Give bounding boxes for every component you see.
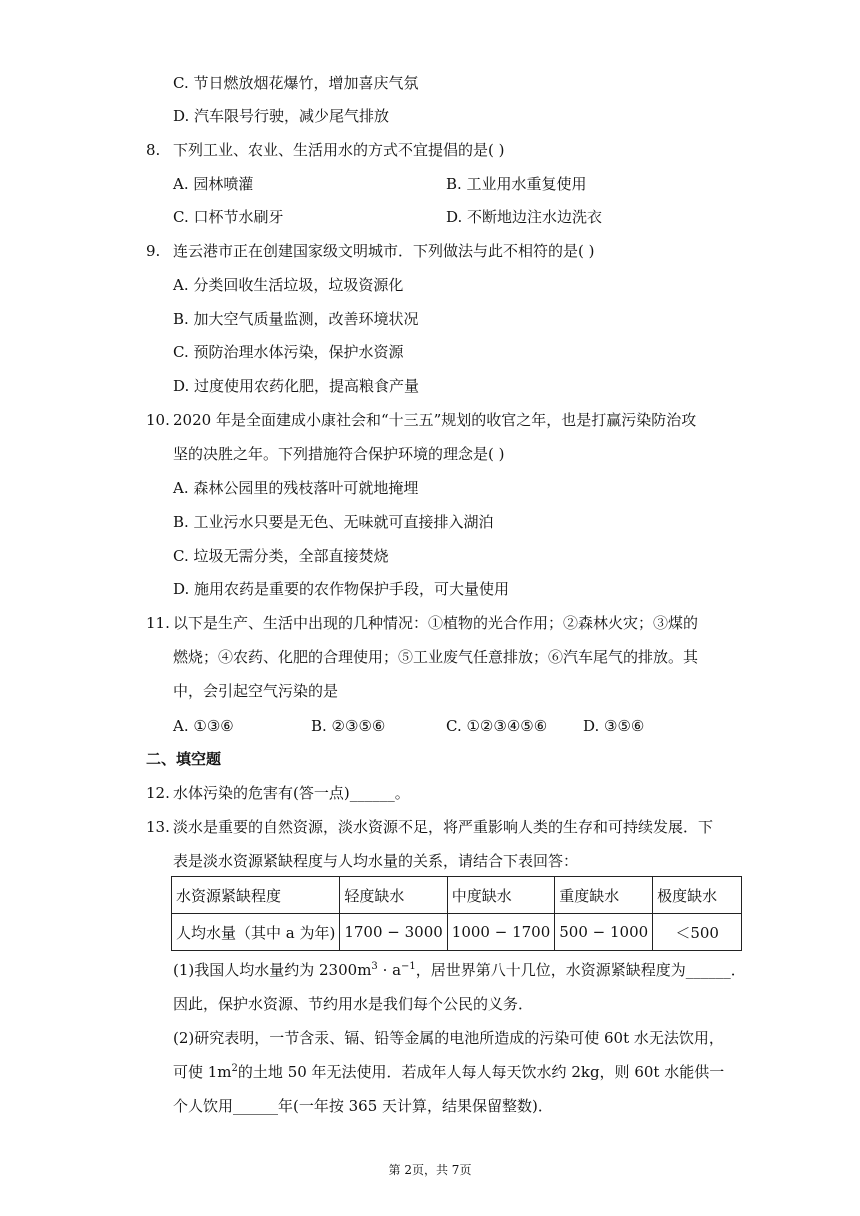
q10-stem-line2: 坚的决胜之年。下列措施符合保护环境的理念是( ) [173, 445, 505, 463]
q9-option-a: A. 分类回收生活垃圾，垃圾资源化 [173, 276, 404, 294]
water-scarcity-table [171, 876, 742, 951]
q8-option-d: D. 不断地边注水边洗衣 [446, 208, 603, 226]
q8-option-a: A. 园林喷灌 [173, 175, 254, 193]
page-footer: 第 2页，共 7页 [388, 1163, 472, 1177]
q11-stem-line3: 中，会引起空气污染的是 [173, 682, 339, 700]
table-cell: 1700 − 3000 [340, 914, 447, 951]
q11-stem-line1: 以下是生产、生活中出现的几种情况：①植物的光合作用；②森林火灾；③煤的 [173, 614, 699, 632]
q11-option-a: A. ①③⑥ [173, 717, 234, 735]
q12-number: 12. [146, 784, 170, 802]
q8-option-b: B. 工业用水重复使用 [446, 175, 587, 193]
q10-stem-line1: 2020 年是全面建成小康社会和“十三五”规划的收官之年，也是打赢污染防治攻 [173, 411, 697, 429]
table-cell: ＜500 [653, 914, 742, 951]
q10-option-b: B. 工业污水只要是无色、无味就可直接排入湖泊 [173, 513, 494, 531]
q10-option-d: D. 施用农药是重要的农作物保护手段，可大量使用 [173, 580, 510, 598]
q7-option-c: C. 节日燃放烟花爆竹，增加喜庆气氛 [173, 74, 419, 92]
q9-option-d: D. 过度使用农药化肥，提高粮食产量 [173, 377, 420, 395]
q10-number: 10. [146, 411, 170, 429]
q11-number: 11. [146, 614, 170, 632]
table-row [172, 877, 742, 914]
q8-option-c: C. 口杯节水刷牙 [173, 208, 284, 226]
table-cell: 500 − 1000 [555, 914, 653, 951]
q8-number: 8. [146, 141, 161, 159]
q12-stem: 水体污染的危害有(答一点)______。 [173, 784, 410, 802]
q13-part1-line2: 因此，保护水资源、节约用水是我们每个公民的义务． [173, 995, 534, 1013]
table-cell: 1000 − 1700 [447, 914, 554, 951]
table-cell: 轻度缺水 [340, 877, 447, 914]
q13-part1-line1: (1)我国人均水量约为 $2300m^3 \cdot a^{-1}$，居世界第八十几位，水资源紧缺程度为______． [173, 961, 746, 979]
q8-stem: 下列工业、农业、生活用水的方式不宜提倡的是( ) [173, 141, 505, 159]
q10-option-a: A. 森林公园里的残枝落叶可就地掩埋 [173, 479, 419, 497]
q13-stem-line2: 表是淡水资源紧缺程度与人均水量的关系，请结合下表回答： [173, 852, 579, 870]
q13-part2-line1: (2)研究表明，一节含汞、镉、铅等金属的电池所造成的污染可使 60t 水无法饮用， [173, 1029, 724, 1047]
q10-option-c: C. 垃圾无需分类，全部直接焚烧 [173, 547, 389, 565]
table-cell: 重度缺水 [555, 877, 653, 914]
q13-part2-line2: 可使 $1m^2$的土地 50 年无法使用．若成年人每人每天饮水约 2kg，则 60t 水能供一 [173, 1063, 725, 1081]
table-cell: 人均水量（其中 a 为年) [172, 914, 340, 951]
q13-part2-line3: 个人饮用______年(一年按 365 天计算，结果保留整数)． [173, 1097, 553, 1115]
table-cell: 水资源紧缺程度 [172, 877, 340, 914]
q9-number: 9. [146, 242, 161, 260]
q9-option-b: B. 加大空气质量监测，改善环境状况 [173, 310, 419, 328]
q13-stem-line1: 淡水是重要的自然资源，淡水资源不足，将严重影响人类的生存和可持续发展．下 [173, 818, 714, 836]
table-row [172, 914, 742, 951]
q13-number: 13. [146, 818, 170, 836]
q11-option-c: C. ①②③④⑤⑥ [446, 717, 548, 735]
q9-option-c: C. 预防治理水体污染，保护水资源 [173, 343, 404, 361]
table-cell: 极度缺水 [653, 877, 742, 914]
table-cell: 中度缺水 [447, 877, 554, 914]
section-fill-in-heading: 二、填空题 [146, 750, 222, 768]
q11-stem-line2: 燃烧；④农药、化肥的合理使用；⑤工业废气任意排放；⑥汽车尾气的排放。其 [173, 648, 699, 666]
q11-option-b: B. ②③⑤⑥ [311, 717, 386, 735]
q11-option-d: D. ③⑤⑥ [583, 717, 645, 735]
q7-option-d: D. 汽车限号行驶，减少尾气排放 [173, 107, 390, 125]
q9-stem: 连云港市正在创建国家级文明城市．下列做法与此不相符的是( ) [173, 242, 595, 260]
